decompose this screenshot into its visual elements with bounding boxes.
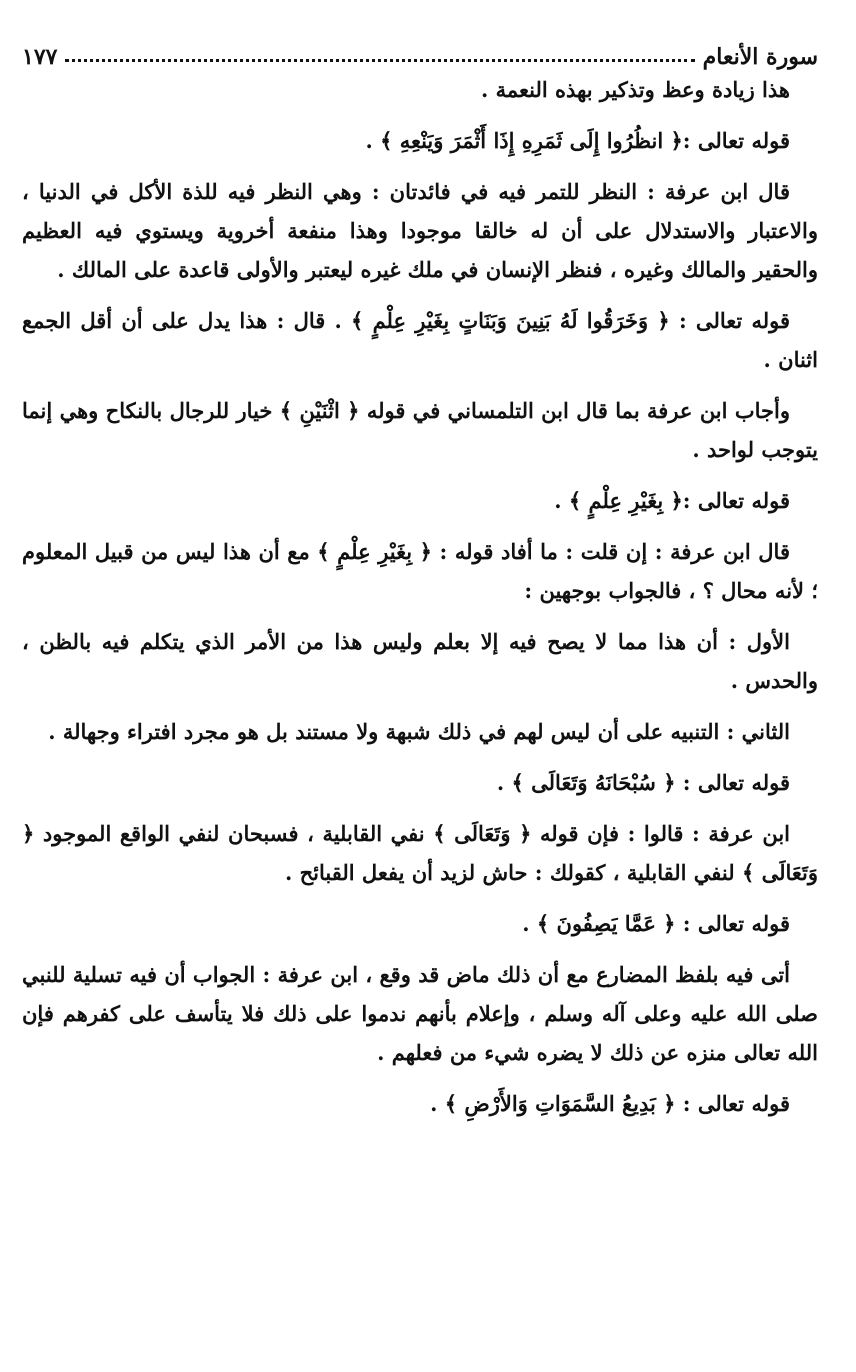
paragraph-4: قوله تعالى : ﴿ وَخَرَقُوا لَهُ بَنِينَ وَبَنَاتٍ بِغَيْرِ عِلْمٍ ﴾ . قال : هذا يدل على أن أقل الجمع اثنان .	[22, 308, 818, 372]
paragraph-2: قوله تعالى :﴿ انظُرُوا إِلَى ثَمَرِهِ إِذَا أَثْمَرَ وَيَنْعِهِ ﴾ .	[365, 128, 790, 153]
paragraph-11: ابن عرفة : قالوا : فإن قوله ﴿ وَتَعَالَى ﴾ نفي القابلية ، فسبحان لنفي الواقع الموجود ﴿ وَتَعَالَى ﴾ لنفي القابلية ، كقولك : حاش لزيد أن يفعل القبائح .	[22, 821, 818, 885]
dotted-leader	[65, 59, 694, 62]
paragraph-6: قوله تعالى :﴿ بِغَيْرِ عِلْمٍ ﴾ .	[554, 488, 790, 513]
paragraph-10: قوله تعالى : ﴿ سُبْحَانَهُ وَتَعَالَى ﴾ .	[496, 770, 790, 795]
surah-title: سورة الأنعام	[702, 44, 818, 70]
book-page	[22, 36, 818, 1123]
paragraph-14: قوله تعالى : ﴿ بَدِيعُ السَّمَوَاتِ وَالأَرْضِ ﴾ .	[430, 1091, 790, 1116]
paragraph-8: الأول : أن هذا مما لا يصح فيه إلا بعلم وليس هذا من الأمر الذي يتكلم فيه بالظن ، والحدس .	[22, 629, 818, 693]
paragraph-7: قال ابن عرفة : إن قلت : ما أفاد قوله : ﴿ بِغَيْرِ عِلْمٍ ﴾ مع أن هذا ليس من قبيل المعلوم ؛ لأنه محال ؟ ، فالجواب بوجهين :	[22, 539, 818, 603]
paragraph-13: أتى فيه بلفظ المضارع مع أن ذلك ماض قد وقع ، ابن عرفة : الجواب أن فيه تسلية للنبي صلى الله عليه وعلى آله وسلم ، وإعلام بأنهم ندموا على ذلك فلا يتأسف على كفرهم فإن الله تعالى منزه عن ذلك لا يضره شيء من فعلهم .	[22, 962, 818, 1065]
paragraph-5: وأجاب ابن عرفة بما قال ابن التلمساني في قوله ﴿ اثْنَيْنِ ﴾ خيار للرجال بالنكاح وهي إنما يتوجب لواحد .	[22, 398, 818, 462]
paragraph-12: قوله تعالى : ﴿ عَمَّا يَصِفُونَ ﴾ .	[522, 911, 790, 936]
running-header	[22, 36, 818, 68]
paragraph-1: هذا زيادة وعظ وتذكير بهذه النعمة .	[480, 77, 790, 102]
paragraph-9: الثاني : التنبيه على أن ليس لهم في ذلك شبهة ولا مستند بل هو مجرد افتراء وجهالة .	[48, 719, 790, 744]
page-number: ١٧٧	[22, 44, 58, 70]
paragraph-3: قال ابن عرفة : النظر للتمر فيه في فائدتان : وهي النظر فيه للذة الأكل في الدنيا ، والاعتبار والاستدلال على أن له خالقا موجودا وهذا منفعة أخروية ويستوي فيه العظيم والحقير والمالك وغيره ، فنظر الإنسان في ملك غيره ليعتبر والأولى قاعدة على المالك .	[22, 179, 818, 282]
